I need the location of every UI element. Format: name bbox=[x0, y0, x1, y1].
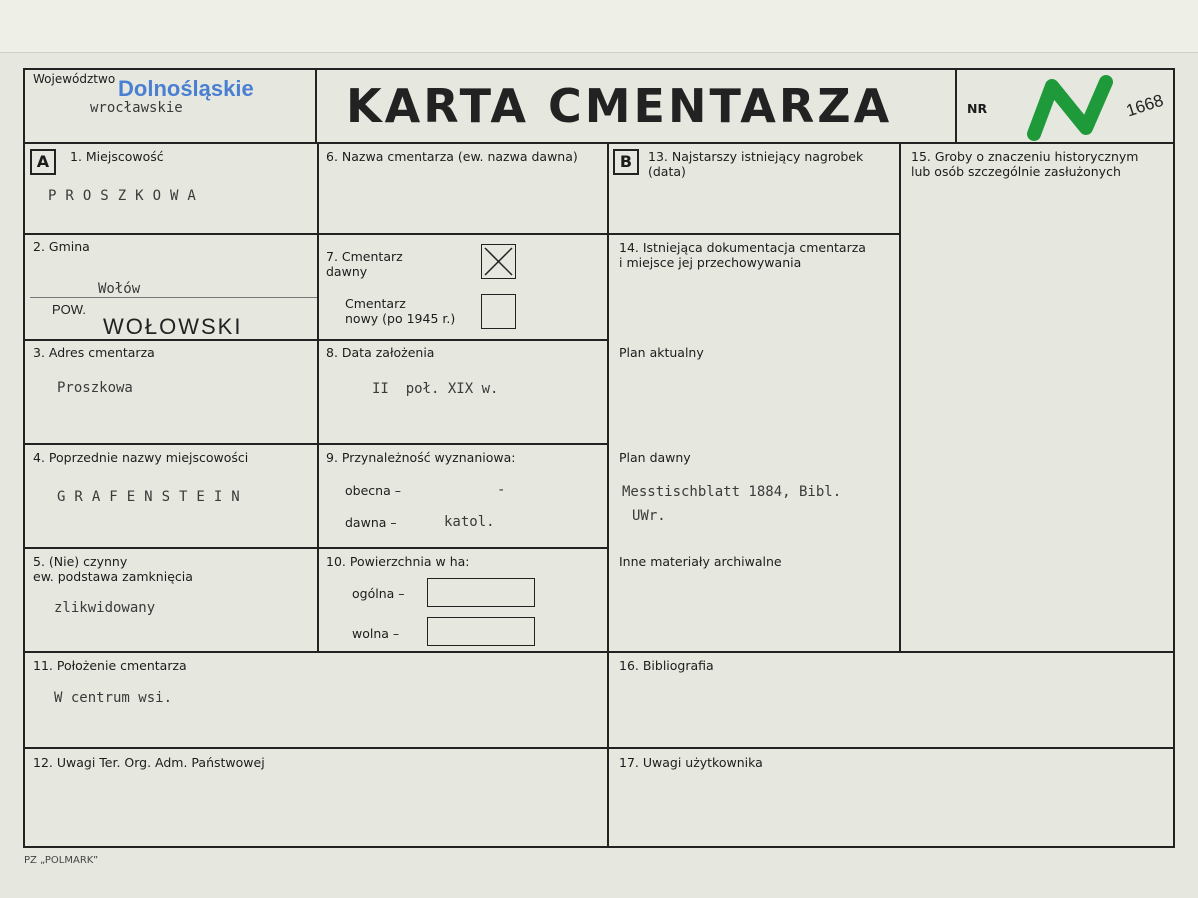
field-9-label: 9. Przynależność wyznaniowa: bbox=[326, 450, 516, 465]
field-13-label: 13. Najstarszy istniejący nagrobek (data) bbox=[648, 149, 864, 179]
header-col-2 bbox=[955, 68, 957, 144]
field-4-label: 4. Poprzednie nazwy miejscowości bbox=[33, 450, 249, 465]
frame-top bbox=[23, 68, 1175, 70]
field-9-dawna-label: dawna – bbox=[345, 515, 397, 530]
wojewodztwo-stamp: Dolnośląskie bbox=[118, 76, 254, 101]
row-a-1 bbox=[23, 233, 317, 235]
row-a-4 bbox=[23, 547, 317, 549]
field-6-label: 6. Nazwa cmentarza (ew. nazwa dawna) bbox=[326, 149, 578, 164]
field-14-label: 14. Istniejąca dokumentacja cmentarza i miejsce jej przechowywania bbox=[619, 240, 866, 270]
plan-dawny-value-1: Messtischblatt 1884, Bibl. bbox=[622, 484, 842, 500]
field-2-underline bbox=[30, 297, 317, 298]
field-11-label: 11. Położenie cmentarza bbox=[33, 658, 187, 673]
field-10-ogolna-input[interactable] bbox=[427, 578, 535, 607]
field-10-wolna-label: wolna – bbox=[352, 626, 400, 641]
row-a-3 bbox=[23, 443, 317, 445]
nr-value: 1668 bbox=[1123, 90, 1166, 121]
frame-bottom bbox=[23, 846, 1175, 848]
field-7-new-checkbox[interactable] bbox=[481, 294, 516, 329]
green-marker-n bbox=[1024, 74, 1124, 144]
col-line-3 bbox=[899, 144, 901, 652]
header-col-1 bbox=[315, 68, 317, 144]
plan-dawny-value-2: UWr. bbox=[632, 508, 666, 524]
field-3-label: 3. Adres cmentarza bbox=[33, 345, 155, 360]
field-8-value: II poł. XIX w. bbox=[372, 381, 499, 397]
field-7-old-checkbox[interactable] bbox=[481, 244, 516, 279]
field-3-value: Proszkowa bbox=[57, 380, 133, 396]
row-c-1 bbox=[609, 233, 899, 235]
mid-divider bbox=[23, 651, 1175, 653]
checkbox-cross-icon bbox=[482, 245, 515, 278]
field-10-ogolna-label: ogólna – bbox=[352, 586, 405, 601]
field-7-label-new: Cmentarz nowy (po 1945 r.) bbox=[345, 296, 456, 326]
field-5-label: 5. (Nie) czynny ew. podstawa zamknięcia bbox=[33, 554, 193, 584]
field-2-pow: POW. bbox=[52, 302, 86, 317]
plan-aktualny-label: Plan aktualny bbox=[619, 345, 704, 360]
row-b-2 bbox=[317, 339, 607, 341]
field-1-label: 1. Miejscowość bbox=[70, 149, 164, 164]
lower-divider bbox=[23, 747, 1175, 749]
field-16-label: 16. Bibliografia bbox=[619, 658, 714, 673]
field-15-label: 15. Groby o znaczeniu historycznym lub osób szczególnie zasłużonych bbox=[911, 149, 1139, 179]
wojewodztwo-typed: wrocławskie bbox=[90, 100, 183, 116]
nr-label: NR bbox=[967, 101, 988, 116]
section-a-marker: A bbox=[30, 149, 56, 175]
printer-footer: PZ „POLMARK” bbox=[24, 855, 99, 866]
field-8-label: 8. Data założenia bbox=[326, 345, 435, 360]
plan-dawny-label: Plan dawny bbox=[619, 450, 691, 465]
frame-right bbox=[1173, 68, 1175, 848]
wojewodztwo-label: Województwo bbox=[33, 72, 116, 86]
top-strip bbox=[0, 0, 1198, 53]
row-b-4 bbox=[317, 547, 607, 549]
field-4-value: GRAFENSTEIN bbox=[57, 489, 249, 505]
col-line-2 bbox=[607, 144, 609, 848]
row-b-1 bbox=[317, 233, 607, 235]
field-9-obecna-label: obecna – bbox=[345, 483, 401, 498]
section-b-marker: B bbox=[613, 149, 639, 175]
field-1-value: PROSZKOWA bbox=[48, 188, 205, 204]
field-11-value: W centrum wsi. bbox=[54, 690, 173, 706]
field-5-value: zlikwidowany bbox=[54, 600, 156, 616]
field-10-wolna-input[interactable] bbox=[427, 617, 535, 646]
row-b-3 bbox=[317, 443, 607, 445]
field-9-obecna-value: - bbox=[497, 482, 506, 498]
col-line-1 bbox=[317, 144, 319, 652]
field-7-label-old: 7. Cmentarz dawny bbox=[326, 249, 403, 279]
field-2-label: 2. Gmina bbox=[33, 239, 90, 254]
header-divider bbox=[23, 142, 1175, 144]
field-10-label: 10. Powierzchnia w ha: bbox=[326, 554, 470, 569]
frame-left bbox=[23, 68, 25, 848]
inne-materialy-label: Inne materiały archiwalne bbox=[619, 554, 782, 569]
field-2-value: Wołów bbox=[98, 281, 141, 297]
field-12-label: 12. Uwagi Ter. Org. Adm. Państwowej bbox=[33, 755, 265, 770]
field-9-dawna-value: katol. bbox=[444, 514, 495, 530]
field-17-label: 17. Uwagi użytkownika bbox=[619, 755, 763, 770]
field-2-powiat: WOŁOWSKI bbox=[103, 314, 243, 339]
card-title: KARTA CMENTARZA bbox=[346, 79, 893, 133]
